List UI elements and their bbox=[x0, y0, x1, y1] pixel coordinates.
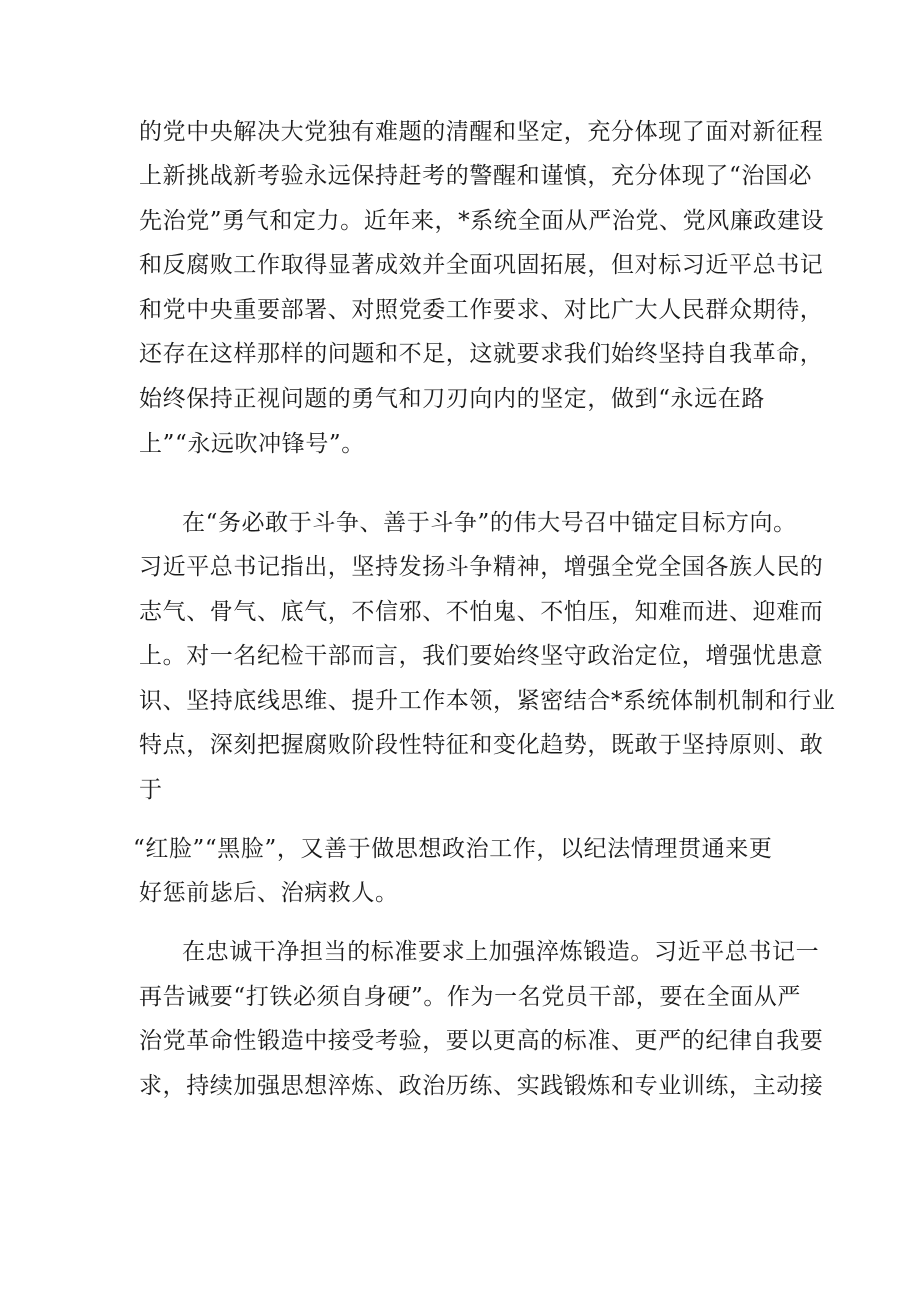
text-line-2: 上新挑战新考验永远保持赶考的警醒和谨慎，充分体现了“治国必 bbox=[139, 163, 813, 189]
text-line-17: 好惩前毖后、治病救人。 bbox=[139, 880, 399, 906]
paragraph-2-first-line: 在“务必敢于斗争、善于斗争”的伟大号召中锚定目标方向。 bbox=[182, 510, 797, 536]
text-line-12: 上。对一名纪检干部而言，我们要始终坚守政治定位，增强忧患意 bbox=[139, 643, 824, 669]
text-line-4: 和反腐败工作取得显著成效并全面巩固拓展，但对标习近平总书记 bbox=[139, 252, 824, 278]
text-line-13: 识、坚持底线思维、提升工作本领，紧密结合*系统体制机制和行业 bbox=[139, 688, 836, 714]
text-line-10: 习近平总书记指出，坚持发扬斗争精神，增强全党全国各族人民的 bbox=[139, 554, 824, 580]
text-line-5: 和党中央重要部署、对照党委工作要求、对比广大人民群众期待， bbox=[139, 297, 824, 323]
text-line-21: 求，持续加强思想淬炼、政治历练、实践锻炼和专业训练，主动接 bbox=[139, 1073, 824, 1099]
text-line-15: 于 bbox=[139, 777, 163, 803]
text-line-8: 上”“永远吹冲锋号”。 bbox=[139, 431, 365, 457]
text-line-16: “红脸”“黑脸”，又善于做思想政治工作，以纪法情理贯通来更 bbox=[133, 836, 773, 862]
text-line-14: 特点，深刻把握腐败阶段性特征和变化趋势，既敢于坚持原则、敢 bbox=[139, 732, 824, 758]
text-line-20: 治党革命性锻造中接受考验，要以更高的标准、更严的纪律自我要 bbox=[139, 1028, 824, 1054]
text-line-7: 始终保持正视问题的勇气和刀刃向内的坚定，做到“永远在路 bbox=[139, 386, 765, 412]
text-line-11: 志气、骨气、底气，不信邪、不怕鬼、不怕压，知难而进、迎难而 bbox=[139, 599, 824, 625]
text-line-1: 的党中央解决大党独有难题的清醒和坚定，充分体现了面对新征程 bbox=[139, 119, 824, 145]
text-line-6: 还存在这样那样的问题和不足，这就要求我们始终坚持自我革命， bbox=[139, 341, 824, 367]
paragraph-3-first-line: 在忠诚干净担当的标准要求上加强淬炼锻造。习近平总书记一 bbox=[182, 939, 820, 965]
text-line-19: 再告诫要“打铁必须自身硬”。作为一名党员干部，要在全面从严 bbox=[139, 984, 801, 1010]
text-line-3: 先治党”勇气和定力。近年来，*系统全面从严治党、党风廉政建设 bbox=[139, 208, 825, 234]
